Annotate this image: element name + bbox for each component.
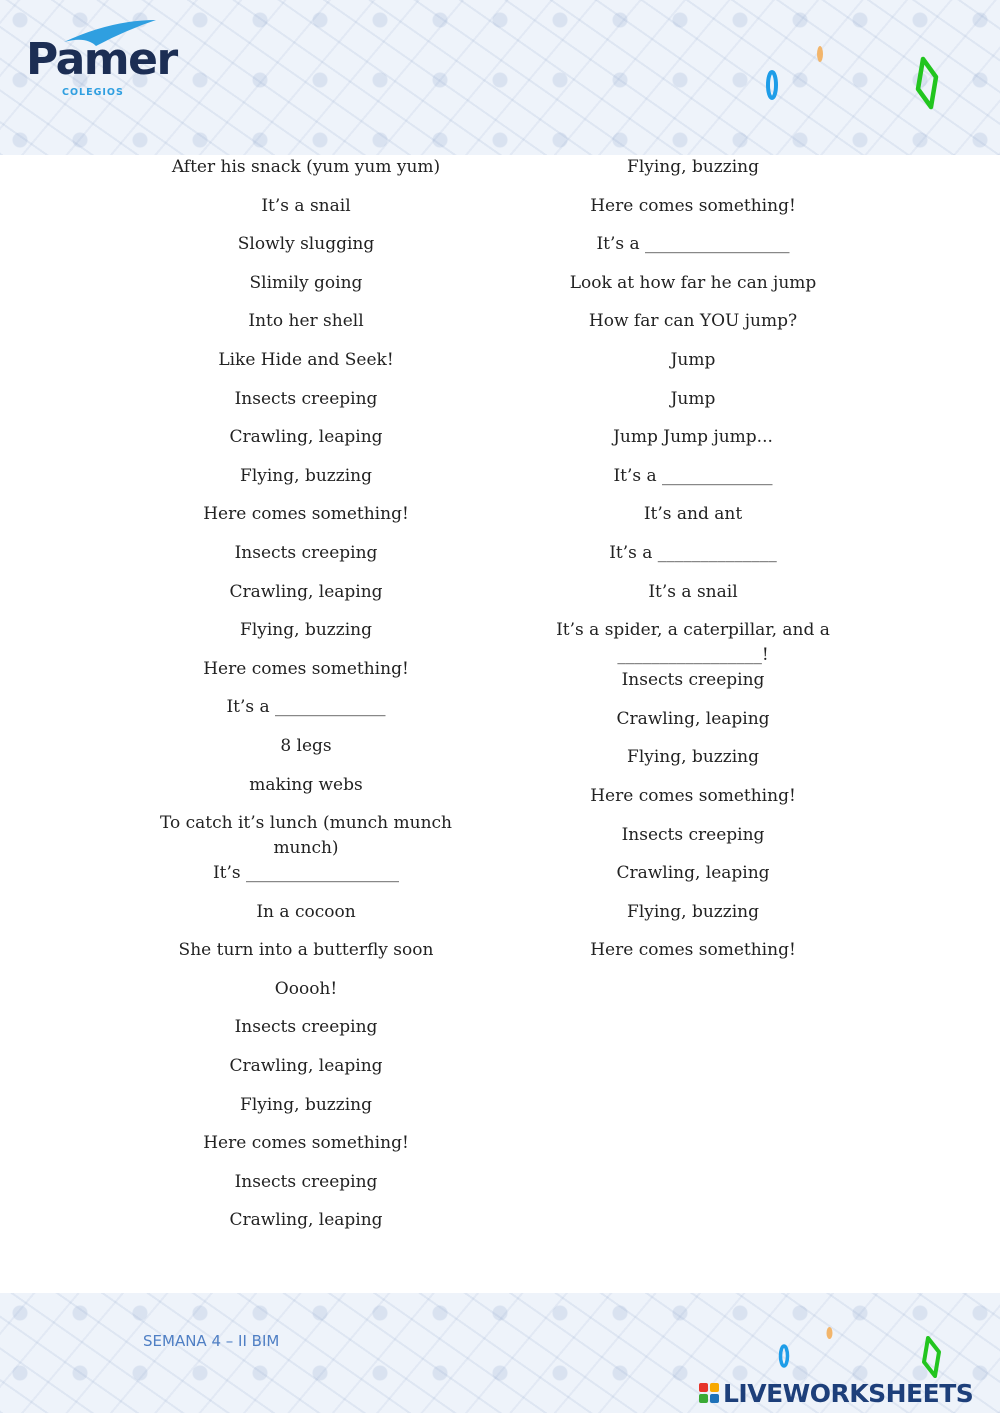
liveworksheets-logo-icon: [699, 1383, 719, 1403]
lyric-line: It’s a snail: [648, 581, 738, 602]
lyric-line: Jump: [670, 349, 716, 370]
lyric-line: Insects creeping: [621, 824, 765, 845]
lyric-line: It’s and ant: [643, 504, 743, 525]
lyric-line: Into her shell: [248, 311, 364, 332]
lyrics-left-column: [106, 155, 506, 1247]
lyric-line: Insects creeping: [234, 388, 378, 409]
lyric-line: Crawling, leaping: [616, 708, 770, 729]
lyric-line: Jump: [670, 388, 716, 409]
lyric-line: To catch it’s lunch (munch munch munch): [159, 813, 453, 859]
lyric-line: Like Hide and Seek!: [218, 349, 394, 370]
lyric-line: It’s a _____________: [613, 465, 773, 486]
logo-letter-l: [699, 1383, 708, 1392]
lyric-line: Here comes something!: [590, 785, 796, 806]
logo-letter-i: [710, 1383, 719, 1392]
cyan-sparkle-icon: [764, 68, 780, 102]
logo-letter-e: [710, 1394, 719, 1403]
lyric-line: Ooooh!: [274, 978, 338, 999]
orange-dot-icon: [815, 44, 825, 64]
green-diamond-icon: [912, 55, 942, 111]
lyric-line: It’s a _____________: [226, 697, 386, 718]
lyric-line: 8 legs: [280, 735, 332, 756]
lyric-line: Crawling, leaping: [229, 581, 383, 602]
orange-dot-icon: [825, 1325, 834, 1341]
lyric-line: Flying, buzzing: [240, 465, 372, 486]
logo-name: Pamer: [26, 34, 177, 85]
lyric-line: Slowly slugging: [237, 234, 375, 255]
liveworksheets-watermark: [699, 1378, 973, 1408]
lyric-line: Insects creeping: [234, 542, 378, 563]
logo-subtitle: COLEGIOS: [62, 87, 124, 98]
lyric-line: Insects creeping: [234, 1171, 378, 1192]
week-label: SEMANA 4 – II BIM: [143, 1332, 280, 1350]
lyric-line: Here comes something!: [203, 658, 409, 679]
pamer-logo: [26, 18, 176, 103]
lyric-line: Here comes something!: [590, 195, 796, 216]
lyric-line: Slimily going: [249, 272, 363, 293]
lyric-line: How far can YOU jump?: [588, 311, 798, 332]
lyric-line: It’s __________________: [212, 863, 400, 884]
lyric-line: Crawling, leaping: [229, 427, 383, 448]
lyric-line: Insects creeping: [234, 1017, 378, 1038]
lyric-line: In a cocoon: [256, 901, 356, 922]
lyrics-right-column: [493, 155, 893, 977]
lyric-line: making webs: [249, 774, 363, 795]
lyric-line: Crawling, leaping: [229, 1210, 383, 1231]
lyric-line: It’s a spider, a caterpillar, and a _________________!: [556, 620, 830, 666]
green-diamond-icon: [918, 1334, 944, 1380]
lyric-line: It’s a _________________: [596, 234, 790, 255]
lyric-line: Flying, buzzing: [240, 1094, 372, 1115]
logo-letter-v: [699, 1394, 708, 1403]
lyric-line: Here comes something!: [203, 1133, 409, 1154]
lyric-line: She turn into a butterfly soon: [178, 940, 434, 961]
lyric-line: Flying, buzzing: [627, 901, 759, 922]
lyric-line: Jump Jump jump...: [613, 427, 773, 448]
lyric-line: Look at how far he can jump: [569, 272, 817, 293]
watermark-text: LIVEWORKSHEETS: [723, 1378, 974, 1408]
lyric-line: Here comes something!: [590, 940, 796, 961]
lyric-line: Flying, buzzing: [627, 157, 759, 177]
lyric-line: Flying, buzzing: [240, 620, 372, 641]
lyric-line: After his snack (yum yum yum): [171, 157, 441, 177]
lyric-line: It’s a snail: [261, 195, 351, 216]
lyric-line: Crawling, leaping: [616, 863, 770, 884]
cyan-sparkle-icon: [777, 1342, 791, 1370]
lyric-line: Flying, buzzing: [627, 747, 759, 768]
lyric-line: It’s a ______________: [609, 542, 777, 563]
lyric-line: Insects creeping: [621, 670, 765, 691]
lyric-line: Crawling, leaping: [229, 1056, 383, 1077]
lyric-line: Here comes something!: [203, 504, 409, 525]
